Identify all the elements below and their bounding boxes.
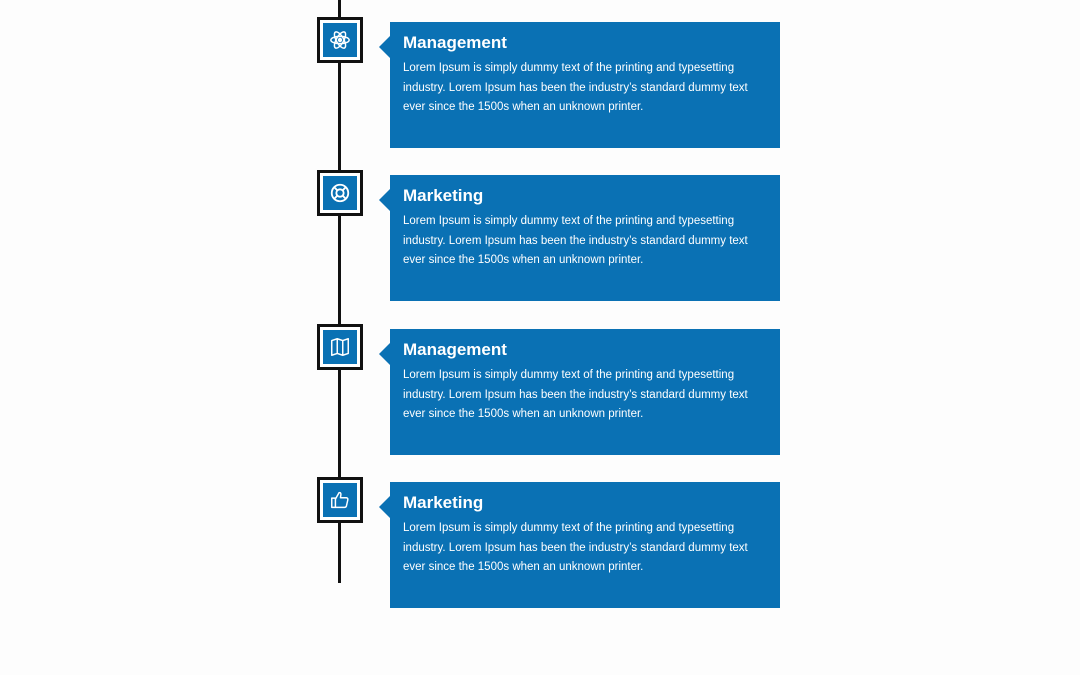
timeline-entry [0,324,1080,451]
map-icon [323,330,357,364]
timeline-icon-frame [317,477,363,523]
card-title: Management [403,340,507,359]
timeline-icon-frame [317,324,363,370]
lifebuoy-icon [323,176,357,210]
card-title: Management [403,33,507,52]
timeline-card [390,329,780,455]
card-title: Marketing [403,186,484,205]
card-text: Lorem Ipsum is simply dummy text of the printing and typesetting industry. Lorem Ipsum has been the industry’s standard dummy text ever since the 1500s when an unknown printer. [403,522,748,573]
card-text: Lorem Ipsum is simply dummy text of the printing and typesetting industry. Lorem Ipsum has been the industry’s standard dummy text ever since the 1500s when an unknown printer. [403,215,748,266]
timeline-icon-frame [317,17,363,63]
atom-icon [323,23,357,57]
card-text: Lorem Ipsum is simply dummy text of the printing and typesetting industry. Lorem Ipsum has been the industry’s standard dummy text ever since the 1500s when an unknown printer. [403,369,748,420]
timeline-icon-frame [317,170,363,216]
timeline-entry [0,477,1080,604]
timeline-card [390,482,780,608]
timeline-entry [0,17,1080,144]
card-text: Lorem Ipsum is simply dummy text of the printing and typesetting industry. Lorem Ipsum has been the industry’s standard dummy text ever since the 1500s when an unknown printer. [403,62,748,113]
timeline-entry [0,170,1080,297]
thumbs-up-icon [323,483,357,517]
timeline-card [390,22,780,148]
timeline-card [390,175,780,301]
card-title: Marketing [403,493,484,512]
